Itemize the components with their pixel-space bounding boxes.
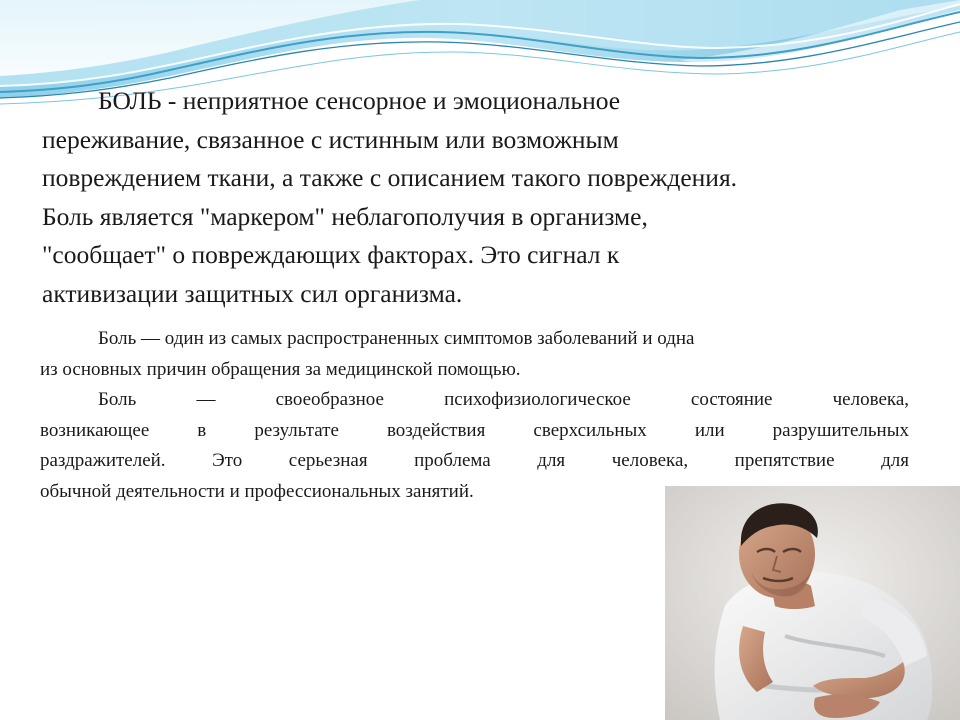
main-text-line: активизации защитных сил организма. [42, 278, 463, 308]
main-text-line: БОЛЬ - неприятное сенсорное и эмоциональное [98, 86, 621, 115]
main-text-line: Боль является "маркером" неблагополучия в организме, [42, 201, 648, 231]
main-text-line: повреждением ткани, а также с описанием такого повреждения. [42, 163, 738, 192]
paragraph-line: из основных причин обращения за медицинской помощью. [40, 358, 521, 380]
main-text-line: "сообщает" о повреждающих факторах. Это сигнал к [42, 240, 620, 269]
paragraph-line: возникающее в результате воздействия сверхсильных или разрушительных [40, 419, 909, 441]
main-text-line: переживание, связанное с истинным или возможным [42, 124, 619, 154]
paragraph-line: Боль — своеобразное психофизиологическое состояние человека, [98, 389, 909, 410]
paragraph-line: Боль — один из самых распространенных симптомов заболеваний и одна [98, 328, 695, 349]
secondary-text-block [40, 324, 909, 507]
man-in-pain-photo [665, 486, 960, 720]
paragraph-line: раздражителей. Это серьезная проблема для человека, препятствие для [40, 450, 909, 471]
paragraph-line: обычной деятельности и профессиональных занятий. [40, 480, 474, 502]
main-definition-text [42, 82, 922, 313]
paragraph-symptoms [40, 324, 909, 385]
